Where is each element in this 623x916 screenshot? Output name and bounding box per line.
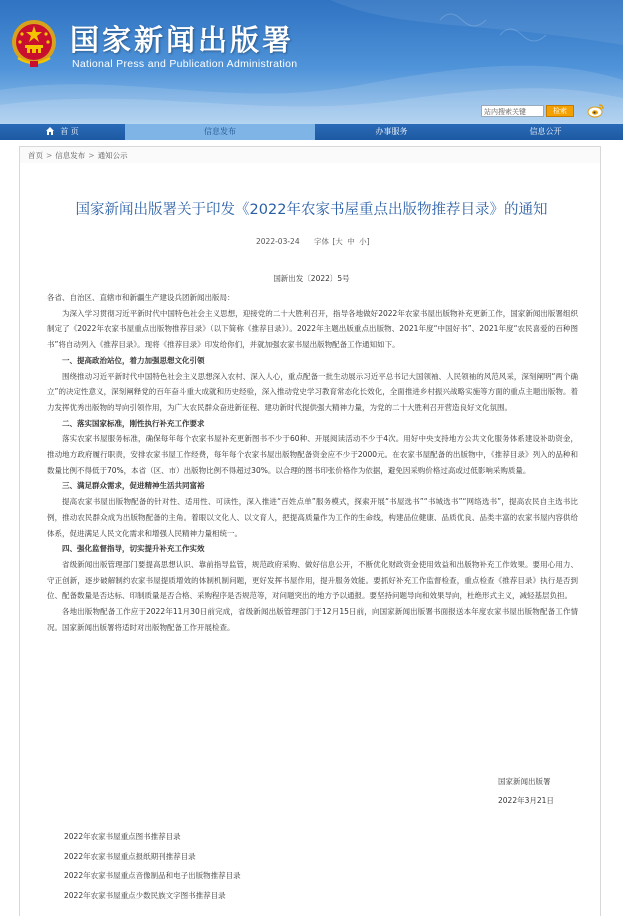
breadcrumb-separator: > <box>88 151 95 160</box>
national-emblem-icon <box>10 18 58 68</box>
breadcrumb-info-release[interactable]: 信息发布 <box>55 151 86 160</box>
nav-info-disclosure[interactable]: 信息公开 <box>529 127 562 136</box>
attachment-link[interactable]: 2022年农家书屋重点少数民族文字图书推荐目录 <box>64 890 226 900</box>
font-size-label: 字体 <box>313 237 329 246</box>
font-size-small[interactable]: 小] <box>359 237 370 246</box>
body-paragraph: 各省、自治区、直辖市和新疆生产建设兵团新闻出版局： <box>47 293 235 302</box>
section-heading: 一、提高政治站位，着力加强思想文化引领 <box>62 355 205 365</box>
home-icon <box>46 127 54 135</box>
site-subtitle: National Press and Publication Administration <box>72 58 298 70</box>
body-paragraph: 省级新闻出版管理部门要提高思想认识、靠前指导监管，规范政府采购、做好信息公开，不断优化财政资金使用效益和出版物补充工作效果。要用心用力、守正创新，逐步破解制约农家书屋提质增效的体制机制问题，更好发挥书屋作用，提升服务效能。要抓好补充工作监督检查，重点检查《推荐目录》执行是否到位、配备数量是否达标、印制质量是否合格、采购程序是否规范等，对问题突出的地方予以通报。要坚持问题导向和效果导向，杜绝形式主义，减轻基层负担。 <box>47 559 578 601</box>
attachment-link[interactable]: 2022年农家书屋重点音像制品和电子出版物推荐目录 <box>64 871 241 880</box>
breadcrumb-separator: > <box>46 151 53 160</box>
signature-date: 2022年3月21日 <box>498 796 554 805</box>
attachment-list <box>64 827 241 905</box>
body-paragraph: 落实农家书屋服务标准，确保每年每个农家书屋补充更新图书不少于60种、开展阅读活动不少于4次。用好中央支持地方公共文化服务体系建设补助资金，推动地方政府履行职责，安排农家书屋工作经费，每年每个农家书屋出版物配备资金应不少于2000元。在农家书屋配备的出版物中，《推荐目录》列入的品种和数量比例不得低于70%，本省（区、市）出版物比例不得超过30%。以合理的图书印张价格作为依据，避免因采购价格过高或过低影响采购质量。 <box>47 434 578 475</box>
body-paragraph: 提高农家书屋出版物配备的针对性、适用性、可读性，深入推进“百姓点单”服务模式，探索开展“书屋选书”“书城选书”“网络选书”，提高农民自主选书比例，推动农民群众成为出版物配备的主角。着眼以文化人、以文育人，把提高质量作为工作的生命线，构建品位健康、品质优良、品类丰富的农家书屋内容供给体系，促进满足人民文化需求和增强人民精神力量相统一。 <box>47 497 578 538</box>
body-paragraph: 围绕推动习近平新时代中国特色社会主义思想深入农村、深入人心，重点配备一批生动展示习近平总书记大国领袖、人民领袖的风范风采，深刻阐明“两个确立”的决定性意义，深刻阐释党的百年奋斗重大成就和历史经验，深入推动党史学习教育常态化长效化，全面推进乡村振兴战略实施等方面的重点主题出版物。着力发挥优秀出版物的导向引领作用，为广大农民群众奋进新征程、建功新时代提供强大精神力量，为党的二十大胜利召开营造良好文化氛围。 <box>47 371 578 412</box>
article-body <box>47 290 578 635</box>
section-heading: 二、落实国家标准，刚性执行补充工作要求 <box>62 418 205 428</box>
nav-home[interactable] <box>0 124 125 140</box>
attachment-link[interactable]: 2022年农家书屋重点图书推荐目录 <box>64 832 181 841</box>
nav-info-release[interactable]: 信息发布 <box>125 124 315 140</box>
signature: 国家新闻出版署 <box>498 777 551 786</box>
main-nav <box>0 124 623 140</box>
site-title: 国家新闻出版署 <box>70 23 295 57</box>
breadcrumb <box>19 146 601 163</box>
section-heading: 三、满足群众需求，促进精神生活共同富裕 <box>62 481 205 491</box>
nav-home-label: 首 页 <box>60 127 79 136</box>
search-button[interactable]: 检索 <box>546 105 574 117</box>
article-meta <box>256 236 371 247</box>
font-size-medium[interactable]: 中 <box>347 237 355 246</box>
search-input[interactable]: 站内搜索关键 <box>481 105 544 117</box>
article-title: 国家新闻出版署关于印发《2022年农家书屋重点出版物推荐目录》的通知 <box>75 202 548 218</box>
site-header <box>0 0 623 124</box>
article-date: 2022-03-24 <box>256 237 300 246</box>
nav-services[interactable]: 办事服务 <box>375 127 408 136</box>
attachment-link[interactable]: 2022年农家书屋重点报纸期刊推荐目录 <box>64 851 196 861</box>
weibo-icon[interactable] <box>587 102 605 118</box>
breadcrumb-notices[interactable]: 通知公示 <box>97 151 128 160</box>
body-paragraph: 各地出版物配备工作应于2022年11月30日前完成，省级新闻出版管理部门于12月15日前，向国家新闻出版署书面报送本年度农家书屋出版物配备工作情况。国家新闻出版署将适时对出版物配备工作开展检查。 <box>47 607 578 632</box>
body-paragraph: 为深入学习贯彻习近平新时代中国特色社会主义思想，迎接党的二十大胜利召开，指导各地做好2022年农家书屋出版物补充更新工作，国家新闻出版署组织制定了《2022年农家书屋重点出版物推荐目录》（以下简称《推荐目录》）。2022年主题出版重点出版物、2021年度“中国好书”、2021年度“农民喜爱的百种图书”将自动列入《推荐目录》。现将《推荐目录》印发给你们，并就加强农家书屋出版物配备工作通知如下。 <box>47 308 578 350</box>
breadcrumb-home[interactable]: 首页 <box>28 151 43 160</box>
section-heading: 四、强化监督指导，切实提升补充工作实效 <box>62 544 205 554</box>
document-number: 国新出发〔2022〕5号 <box>273 274 350 283</box>
font-size-large[interactable]: [大 <box>332 237 343 246</box>
